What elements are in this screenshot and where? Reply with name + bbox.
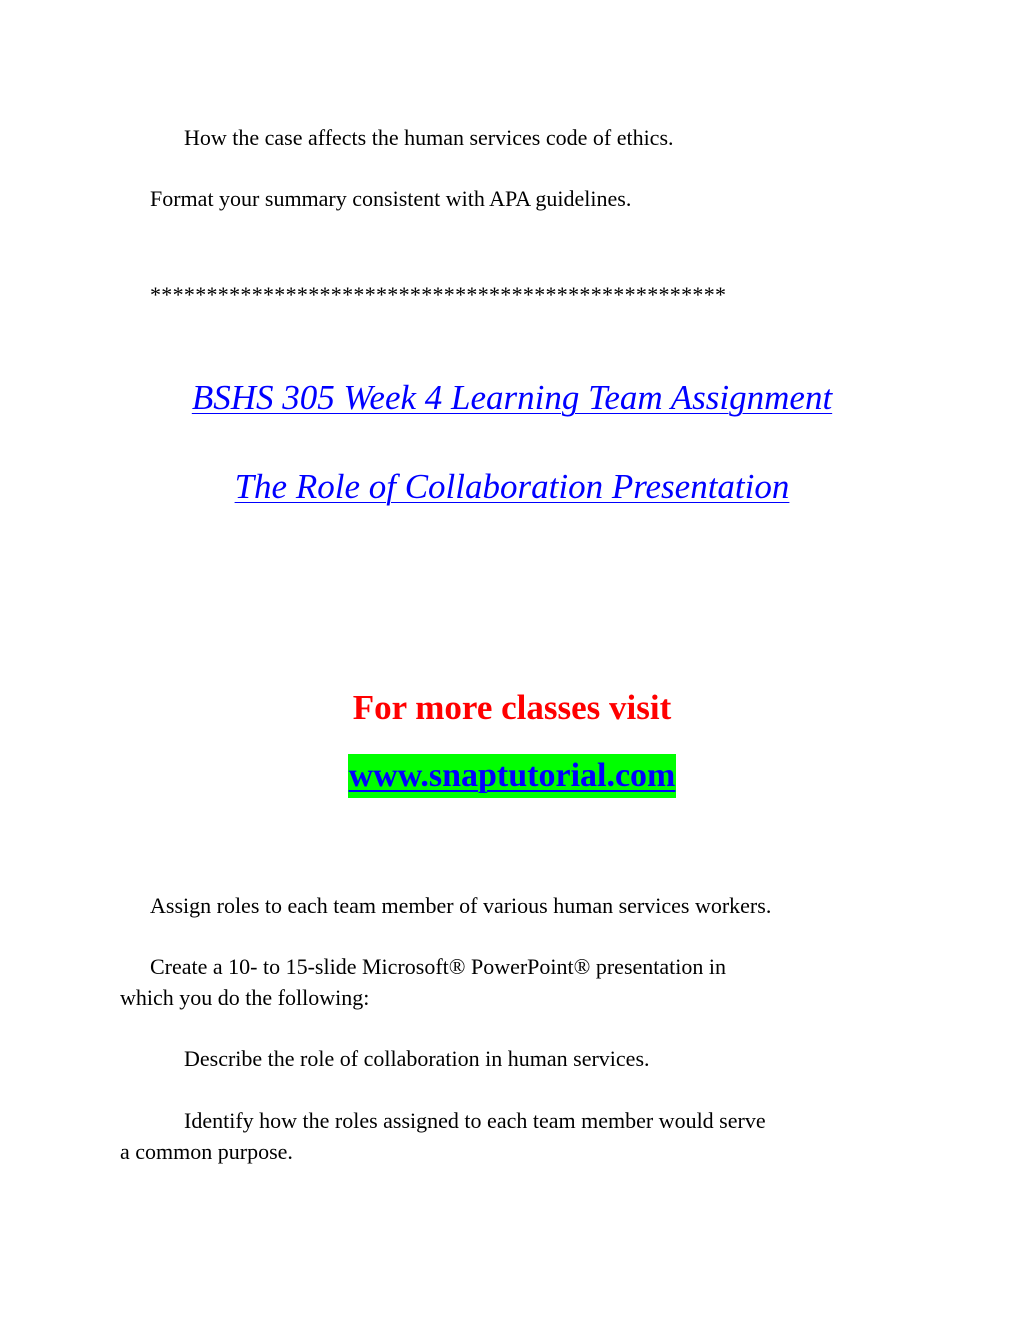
url-container [0,754,1024,798]
assign-roles-text: Assign roles to each team member of various human services workers. [150,893,772,918]
visit-promo-text: For more classes visit [352,688,672,727]
create-presentation-text-line2: which you do the following: [120,985,370,1010]
asterisk-divider: *************************************************** [150,282,727,307]
course-title-link[interactable]: BSHS 305 Week 4 Learning Team Assignment [191,378,833,417]
snaptutorial-link[interactable]: www.snaptutorial.com [348,754,677,798]
describe-role-text: Describe the role of collaboration in human services. [184,1046,650,1071]
create-presentation-text-line1: Create a 10- to 15-slide Microsoft® PowerPoint® presentation in [150,954,726,979]
identify-roles-text-line1: Identify how the roles assigned to each team member would serve [184,1108,766,1133]
assignment-title-link[interactable]: The Role of Collaboration Presentation [234,467,790,506]
identify-roles-text-line2: a common purpose. [120,1139,293,1164]
ethics-bullet-text: How the case affects the human services code of ethics. [184,125,674,150]
apa-format-text: Format your summary consistent with APA guidelines. [150,186,632,211]
